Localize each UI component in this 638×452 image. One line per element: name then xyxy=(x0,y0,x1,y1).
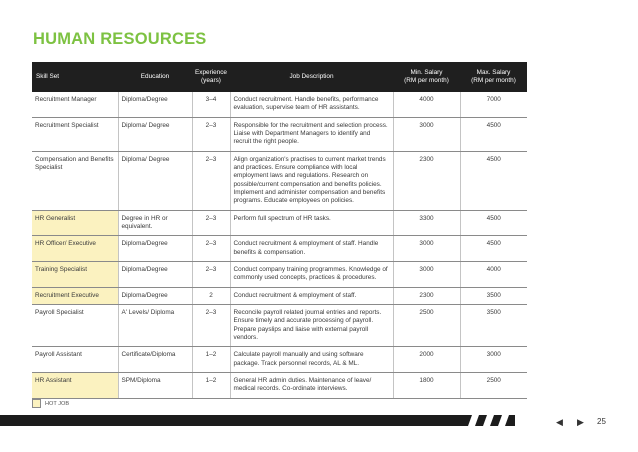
header-min-salary xyxy=(393,62,460,92)
cell-skill-set: HR Generalist xyxy=(32,210,118,236)
cell-max-salary: 3000 xyxy=(460,347,527,373)
cell-education: Diploma/Degree xyxy=(118,92,192,117)
page-title: HUMAN RESOURCES xyxy=(33,30,207,48)
cell-max-salary: 7000 xyxy=(460,92,527,117)
cell-experience: 1–2 xyxy=(192,372,230,398)
header-max-salary-line2: (RM per month) xyxy=(471,77,516,84)
legend xyxy=(32,399,69,408)
cell-max-salary: 3500 xyxy=(460,287,527,304)
cell-education: A' Levels/ Diploma xyxy=(118,304,192,346)
cell-experience: 2–3 xyxy=(192,304,230,346)
cell-education: Diploma/ Degree xyxy=(118,151,192,210)
cell-skill-set: Training Specialist xyxy=(32,261,118,287)
cell-skill-set: Recruitment Specialist xyxy=(32,117,118,151)
table-row xyxy=(32,372,527,398)
cell-job-description: General HR admin duties. Maintenance of leave/ medical records. Co-ordinate interviews. xyxy=(230,372,393,398)
table-row xyxy=(32,92,527,117)
header-min-salary-line2: (RM per month) xyxy=(404,77,449,84)
cell-min-salary: 2300 xyxy=(393,151,460,210)
hr-salary-table xyxy=(32,62,527,399)
cell-experience: 2–3 xyxy=(192,117,230,151)
cell-job-description: Conduct recruitment & employment of staff. xyxy=(230,287,393,304)
cell-max-salary: 4500 xyxy=(460,236,527,262)
cell-min-salary: 2300 xyxy=(393,287,460,304)
cell-max-salary: 4500 xyxy=(460,151,527,210)
table-row xyxy=(32,347,527,373)
table-row xyxy=(32,117,527,151)
cell-skill-set: Recruitment Executive xyxy=(32,287,118,304)
header-skill-set: Skill Set xyxy=(32,62,118,92)
table-row xyxy=(32,151,527,210)
cell-experience: 2–3 xyxy=(192,261,230,287)
table-row xyxy=(32,236,527,262)
cell-skill-set: HR Officer/ Executive xyxy=(32,236,118,262)
cell-skill-set: Payroll Assistant xyxy=(32,347,118,373)
cell-skill-set: HR Assistant xyxy=(32,372,118,398)
cell-max-salary: 3500 xyxy=(460,304,527,346)
header-job-description: Job Description xyxy=(230,62,393,92)
cell-experience: 2 xyxy=(192,287,230,304)
cell-education: Certificate/Diploma xyxy=(118,347,192,373)
table-row xyxy=(32,261,527,287)
header-max-salary-line1: Max. Salary xyxy=(476,68,511,76)
header-min-salary-line1: Min. Salary xyxy=(410,68,443,76)
cell-min-salary: 1800 xyxy=(393,372,460,398)
table-row xyxy=(32,210,527,236)
cell-min-salary: 4000 xyxy=(393,92,460,117)
cell-job-description: Conduct recruitment. Handle benefits, performance evaluation, supervise team of HR assistants. xyxy=(230,92,393,117)
cell-education: Degree in HR or equivalent. xyxy=(118,210,192,236)
table-row xyxy=(32,304,527,346)
cell-min-salary: 2000 xyxy=(393,347,460,373)
cell-job-description: Conduct company training programmes. Knowledge of commonly used concepts, practices & procedures. xyxy=(230,261,393,287)
page-number: 25 xyxy=(597,417,606,426)
header-education: Education xyxy=(118,62,192,92)
cell-min-salary: 3000 xyxy=(393,236,460,262)
cell-experience: 2–3 xyxy=(192,236,230,262)
header-experience xyxy=(192,62,230,92)
header-experience-line1: Experience xyxy=(195,68,227,76)
cell-min-salary: 3000 xyxy=(393,117,460,151)
next-page-button[interactable] xyxy=(577,417,584,428)
legend-label: HOT JOB xyxy=(45,400,70,407)
cell-min-salary: 3000 xyxy=(393,261,460,287)
cell-experience: 2–3 xyxy=(192,151,230,210)
cell-max-salary: 4000 xyxy=(460,261,527,287)
cell-education: SPM/Diploma xyxy=(118,372,192,398)
cell-education: Diploma/Degree xyxy=(118,287,192,304)
cell-job-description: Align organization's practises to current market trends and practices. Ensure compliance with local employment laws and regulations. Research on possible/current compensation and benefits policies. Implement and administer compensation and benefits programs. Educate employees on policies. xyxy=(230,151,393,210)
triangle-left-icon: ◀ xyxy=(556,417,563,427)
table-header-row xyxy=(32,62,527,92)
header-max-salary xyxy=(460,62,527,92)
cell-experience: 1–2 xyxy=(192,347,230,373)
prev-page-button[interactable] xyxy=(556,417,563,428)
cell-education: Diploma/ Degree xyxy=(118,117,192,151)
cell-experience: 3–4 xyxy=(192,92,230,117)
cell-max-salary: 4500 xyxy=(460,210,527,236)
cell-education: Diploma/Degree xyxy=(118,236,192,262)
table-row xyxy=(32,287,527,304)
cell-min-salary: 2500 xyxy=(393,304,460,346)
cell-job-description: Conduct recruitment & employment of staff. Handle benefits & compensation. xyxy=(230,236,393,262)
cell-min-salary: 3300 xyxy=(393,210,460,236)
cell-max-salary: 4500 xyxy=(460,117,527,151)
cell-job-description: Calculate payroll manually and using software package. Track personnel records, AL & ML. xyxy=(230,347,393,373)
cell-job-description: Perform full spectrum of HR tasks. xyxy=(230,210,393,236)
footer-band xyxy=(0,415,638,426)
cell-max-salary: 2500 xyxy=(460,372,527,398)
cell-experience: 2–3 xyxy=(192,210,230,236)
hot-job-swatch xyxy=(32,399,41,408)
header-experience-line2: (years) xyxy=(201,77,221,84)
cell-skill-set: Payroll Specialist xyxy=(32,304,118,346)
cell-education: Diploma/Degree xyxy=(118,261,192,287)
cell-job-description: Reconcile payroll related journal entries and reports. Ensure timely and accurate processing of payroll. Prepare payslips and liaise with external payroll vendors. xyxy=(230,304,393,346)
cell-job-description: Responsible for the recruitment and selection process. Liaise with Department Managers to identify and recruit the right people. xyxy=(230,117,393,151)
cell-skill-set: Compensation and Benefits Specialist xyxy=(32,151,118,210)
triangle-right-icon: ▶ xyxy=(577,417,584,427)
cell-skill-set: Recruitment Manager xyxy=(32,92,118,117)
